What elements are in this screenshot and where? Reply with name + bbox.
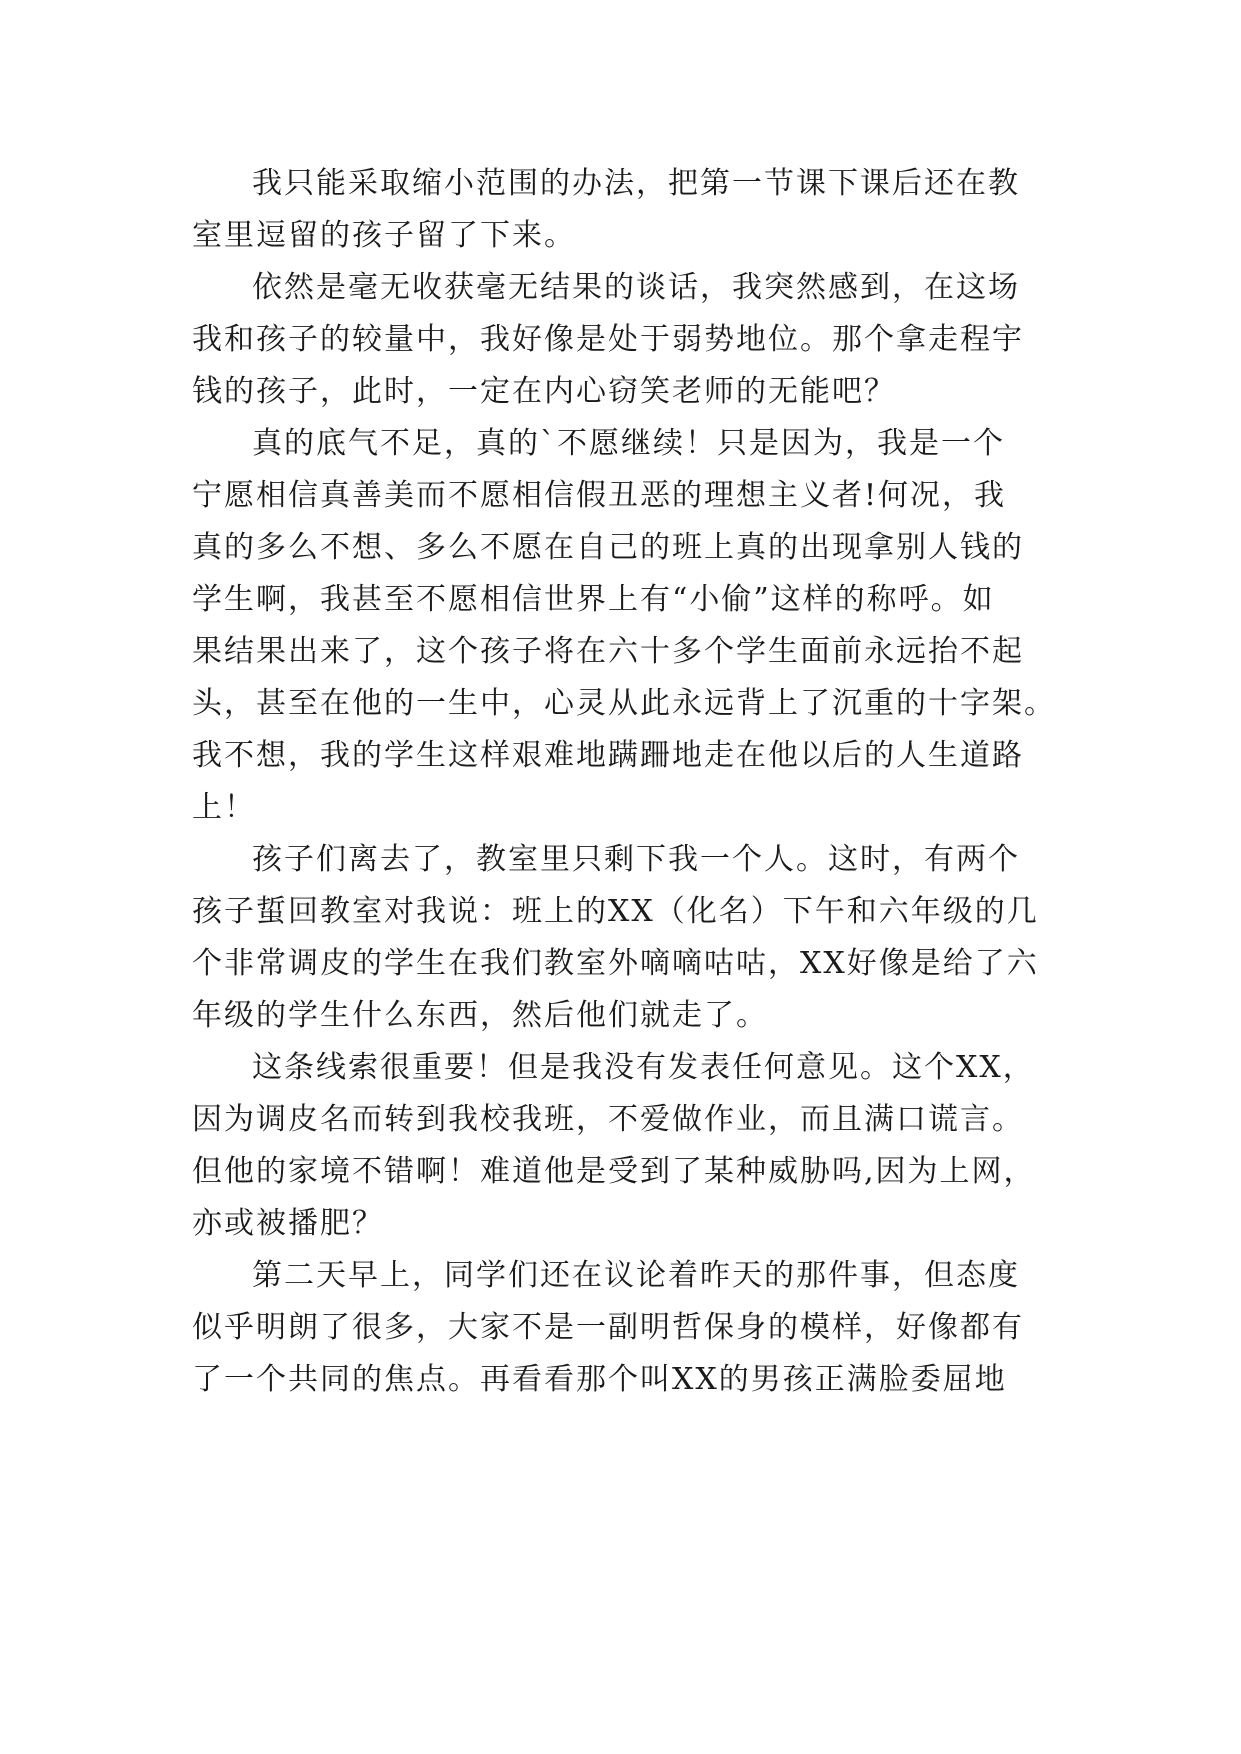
paragraph-3-line-1: 真的底气不足，真的`不愿继续！只是因为，我是一个 <box>252 426 1005 461</box>
paragraph-3-line-2: 宁愿相信真善美而不愿相信假丑恶的理想主义者!何况，我 <box>192 478 1007 513</box>
paragraph-2-line-3: 钱的孩子，此时，一定在内心窃笑老师的无能吧？ <box>192 374 896 409</box>
paragraph-3-line-6: 头，甚至在他的一生中，心灵从此永远背上了沉重的十字架。 <box>192 686 1056 721</box>
paragraph-2-line-2: 我和孩子的较量中，我好像是处于弱势地位。那个拿走程宇 <box>192 322 1024 357</box>
paragraph-3-line-5: 果结果出来了，这个孩子将在六十多个学生面前永远抬不起 <box>192 634 1024 669</box>
paragraph-4-line-2: 孩子蜇回教室对我说：班上的XX（化名）下午和六年级的几 <box>192 894 1039 929</box>
paragraph-1-line-2: 室里逗留的孩子留了下来。 <box>192 218 576 253</box>
paragraph-3-line-4: 学生啊，我甚至不愿相信世界上有“小偷”这样的称呼。如 <box>192 582 995 617</box>
paragraph-3-line-7: 我不想，我的学生这样艰难地蹒跚地走在他以后的人生道路 <box>192 738 1024 773</box>
body-text <box>192 158 1072 1406</box>
paragraph-4-line-1: 孩子们离去了，教室里只剩下我一个人。这时，有两个 <box>252 842 1020 877</box>
paragraph-2-line-1: 依然是毫无收获毫无结果的谈话，我突然感到，在这场 <box>252 270 1020 305</box>
paragraph-6-line-1: 第二天早上，同学们还在议论着昨天的那件事，但态度 <box>252 1258 1020 1293</box>
paragraph-5-line-1: 这条线索很重要！但是我没有发表任何意见。这个XX， <box>252 1050 1035 1085</box>
paragraph-5-line-2: 因为调皮名而转到我校我班，不爱做作业，而且满口谎言。 <box>192 1102 1024 1137</box>
paragraph-6-line-2: 似乎明朗了很多，大家不是一副明哲保身的模样，好像都有 <box>192 1310 1024 1345</box>
paragraph-1-line-1: 我只能采取缩小范围的办法，把第一节课下课后还在教 <box>252 166 1020 201</box>
paragraph-3-line-8: 上！ <box>192 790 256 825</box>
paragraph-3-line-3: 真的多么不想、多么不愿在自己的班上真的出现拿别人钱的 <box>192 530 1024 565</box>
paragraph-5-line-4: 亦或被播肥？ <box>192 1206 384 1241</box>
paragraph-6-line-3: 了一个共同的焦点。再看看那个叫XX的男孩正满脸委屈地 <box>192 1362 1007 1397</box>
paragraph-5-line-3: 但他的家境不错啊！难道他是受到了某种威胁吗,因为上网， <box>192 1154 1036 1189</box>
paragraph-4-line-3: 个非常调皮的学生在我们教室外嘀嘀咕咕，XX好像是给了六 <box>192 946 1039 981</box>
paragraph-4-line-4: 年级的学生什么东西，然后他们就走了。 <box>192 998 768 1033</box>
